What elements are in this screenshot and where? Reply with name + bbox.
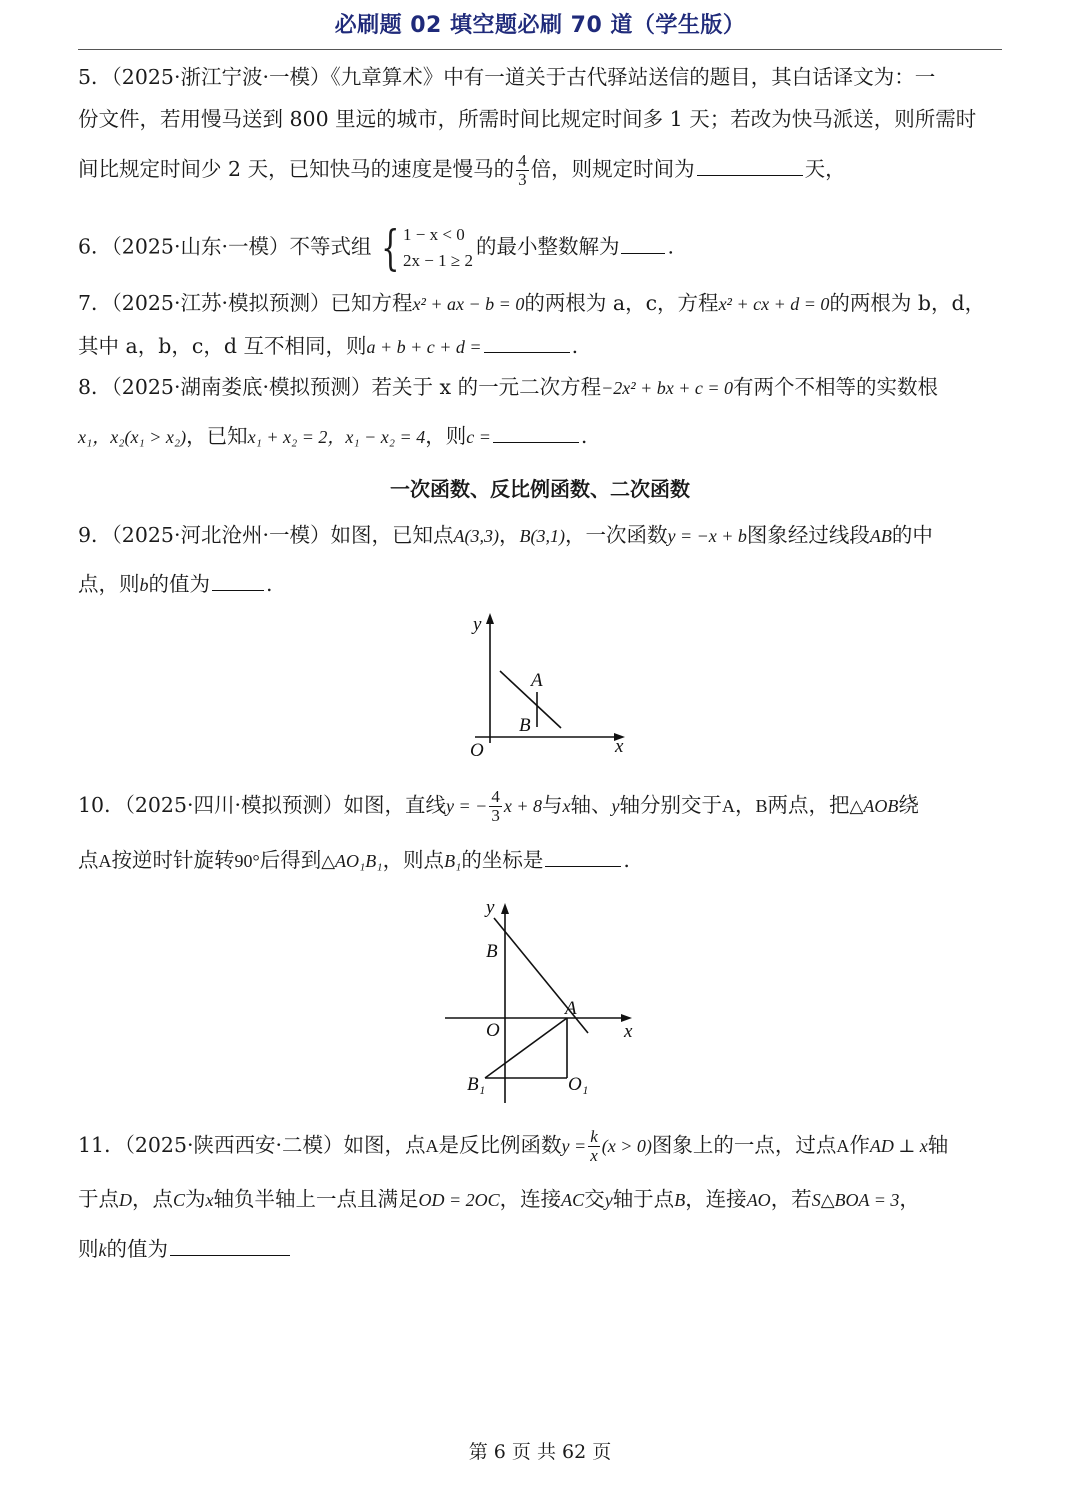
q11-fraction: [588, 1128, 600, 1165]
q6-inequality-system: [375, 222, 473, 274]
q10-text-f: 两点，把: [767, 793, 850, 817]
q11-text-o: ，: [899, 1187, 920, 1211]
q10-text-c: 轴、: [570, 793, 612, 817]
q7-end: .: [571, 334, 579, 358]
q7-line-2: [78, 331, 578, 362]
q11-eq-post: (x > 0): [601, 1136, 652, 1156]
q11-text-f: 于点: [78, 1187, 119, 1211]
q10-text-j: 后得到: [259, 848, 322, 872]
q6-text-post: 的最小整数解为: [475, 234, 620, 259]
page-header: 必刷题 02 填空题必刷 70 道（学生版）: [334, 13, 746, 38]
q10-line-2: [78, 845, 630, 876]
q11-frac-den: x: [590, 1146, 598, 1165]
q10-triangle-2: △AO₁B₁: [321, 851, 383, 871]
q8-text-b2: ，已知: [186, 424, 248, 448]
q11-area: S△BOA = 3: [811, 1190, 900, 1210]
q10-y-arrow: [501, 903, 509, 914]
q10-answer-blank[interactable]: [545, 848, 621, 867]
q10-eq-pre: y = −: [446, 796, 488, 816]
q11-segment-ac: AC: [561, 1190, 585, 1210]
q11-text-d: 作: [849, 1133, 870, 1157]
q7-text-c: 的两根为 b，d，: [829, 291, 986, 315]
q11-text-q: 的值为: [106, 1237, 168, 1261]
q5-line-1: 5．（2025·浙江宁波·一模）《九章算术》中有一道关于古代驿站送信的题目，其白话译文为：一: [78, 65, 936, 89]
q8-equation-2: x₁ + x₂ = 2，x₁ − x₂ = 4: [247, 427, 426, 447]
q6-row-1: 1 − x < 0: [403, 225, 465, 244]
q7-equation-1: x² + ax − b = 0: [412, 294, 525, 314]
q9-point-a: A(3,3): [453, 526, 499, 546]
q8-end: .: [580, 424, 588, 448]
q6-row-2: 2x − 1 ≥ 2: [403, 251, 473, 270]
q7-text-d: 其中 a，b，c，d 互不相同，则: [78, 334, 367, 358]
q11-segment-ao: AO: [746, 1190, 771, 1210]
q11-axis-x: x: [205, 1190, 214, 1210]
q8-text-b: 有两个不相等的实数根: [733, 375, 939, 399]
q11-condition: OD = 2OC: [418, 1190, 500, 1210]
q9-text-b: ，一次函数: [564, 523, 668, 547]
q10-label-a: A: [565, 998, 577, 1019]
q9-equation: y = −x + b: [667, 526, 747, 546]
q9-label-x: x: [615, 736, 624, 757]
q10-label-b: B: [486, 941, 498, 962]
q7-text-a: 7．（2025·江苏·模拟预测）已知方程: [78, 291, 413, 315]
q10-point-b: B: [755, 796, 768, 816]
q6-brace: {: [380, 220, 399, 276]
q5-fraction: [516, 152, 529, 189]
q10-label-x: x: [624, 1021, 633, 1042]
q9-line-1: [78, 520, 933, 551]
q9-variable: b: [139, 575, 149, 595]
q5-text-c: 天，: [804, 157, 846, 181]
q10-figure: [440, 893, 650, 1108]
q5-frac-den: 3: [518, 170, 527, 189]
q10-point-a2: A: [98, 851, 112, 871]
q9-sep: ，: [498, 523, 520, 547]
q11-text-h: 为: [185, 1187, 206, 1211]
header-rule: [78, 49, 1002, 50]
q8-equation-3: c =: [466, 427, 491, 447]
q11-frac-num: k: [590, 1127, 598, 1146]
q9-text-c: 图象经过线段: [746, 523, 870, 547]
q9-point-b: B(3,1): [519, 526, 565, 546]
q10-label-o1: O₁: [568, 1074, 589, 1095]
q10-text-h: 点: [78, 848, 99, 872]
q9-line-2: [78, 569, 273, 600]
q8-text-c: ，则: [425, 424, 467, 448]
q10-frac-den: 3: [491, 806, 500, 825]
q10-text-g: 绕: [898, 793, 919, 817]
q5-frac-num: 4: [518, 151, 527, 170]
q6-answer-blank[interactable]: [621, 235, 665, 254]
q9-figure: [455, 608, 640, 763]
q8-line-2: [78, 421, 587, 452]
q10-triangle: △AOB: [849, 796, 899, 816]
q5-line-2: 份文件，若用慢马送到 800 里远的城市，所需时间比规定时间多 1 天；若改为快马派送，则所需时: [78, 107, 977, 131]
q7-equation-2: x² + cx + d = 0: [718, 294, 830, 314]
q9-label-o: O: [470, 740, 484, 761]
q10-label-y: y: [486, 897, 495, 918]
q11-point-a2: A: [836, 1136, 850, 1156]
q11-line-3: [78, 1234, 292, 1265]
q8-equation-1: −2x² + bx + c = 0: [601, 378, 734, 398]
q11-text-m: ，连接: [685, 1187, 747, 1211]
q11-point-a: A: [425, 1136, 439, 1156]
q8-roots: x₁，x₂(x₁ > x₂): [78, 427, 187, 447]
q7-answer-blank[interactable]: [484, 334, 570, 353]
q10-fraction: [489, 788, 502, 825]
q10-text-a: 10．（2025·四川·模拟预测）如图，直线: [78, 793, 447, 817]
page-footer: 第 6 页 共 62 页: [468, 1441, 612, 1463]
q5-text-b: 倍，则规定时间为: [530, 157, 695, 181]
q6-line: [78, 222, 674, 274]
q11-text-k: 交: [584, 1187, 605, 1211]
q10-text-k: ，则点: [382, 848, 445, 872]
q11-answer-blank[interactable]: [170, 1237, 290, 1256]
q9-end: .: [266, 572, 273, 596]
q11-text-a: 11．（2025·陕西西安·二模）如图，点: [78, 1133, 426, 1157]
q11-text-c: 图象上的一点，过点: [651, 1133, 837, 1157]
q10-line-1: [78, 788, 919, 825]
q8-line-1: [78, 372, 938, 403]
q9-label-y: y: [473, 614, 482, 635]
q5-text-a: 间比规定时间少 2 天，已知快马的速度是慢马的: [78, 157, 515, 181]
q9-segment: AB: [869, 526, 892, 546]
q10-angle: 90°: [234, 851, 260, 871]
q6-text-pre: 6．（2025·山东·一模）不等式组: [78, 234, 372, 259]
q11-line-1: [78, 1128, 948, 1165]
q10-text-e: ，: [734, 793, 756, 817]
q5-answer-blank[interactable]: [697, 157, 803, 176]
q7-text-b: 的两根为 a，c，方程: [524, 291, 719, 315]
q9-text-f: 的值为: [148, 572, 210, 596]
q10-eq-post: x + 8: [503, 796, 542, 816]
q11-axis-y: y: [604, 1190, 613, 1210]
q10-frac-num: 4: [491, 787, 500, 806]
q11-text-n: ，若: [770, 1187, 812, 1211]
q10-text-l: 的坐标是: [461, 848, 544, 872]
q11-line-2: [78, 1184, 920, 1215]
q11-point-b: B: [674, 1190, 686, 1210]
q6-end: .: [667, 234, 674, 259]
q11-text-e: 轴: [927, 1133, 949, 1157]
q11-text-b: 是反比例函数: [438, 1133, 562, 1157]
section-title: 一次函数、反比例函数、二次函数: [390, 477, 690, 501]
q9-text-d: 的中: [891, 523, 933, 547]
q10-axis-x: x: [562, 796, 571, 816]
q10-text-b: 与: [541, 793, 563, 817]
q10-text-d: 轴分别交于: [619, 793, 722, 817]
q11-eq-pre: y =: [561, 1136, 587, 1156]
q9-text-a: 9．（2025·河北沧州·一模）如图，已知点: [78, 523, 454, 547]
q9-label-a: A: [531, 670, 543, 691]
q5-line-3: [78, 152, 846, 189]
q10-text-i: 按逆时针旋转: [111, 848, 235, 872]
q11-text-p: 则: [78, 1237, 99, 1261]
q11-variable: k: [98, 1240, 107, 1260]
q8-text-a: 8．（2025·湖南娄底·模拟预测）若关于 x 的一元二次方程: [78, 375, 602, 399]
q10-label-b1: B₁: [467, 1074, 486, 1095]
q10-label-o: O: [486, 1020, 500, 1041]
q10-axis-y: y: [611, 796, 620, 816]
q11-perpendicular: AD ⊥ x: [869, 1136, 928, 1156]
q9-text-e: 点，则: [78, 572, 140, 596]
q9-answer-blank[interactable]: [212, 572, 264, 591]
q11-point-c: C: [173, 1190, 186, 1210]
q9-label-b: B: [519, 715, 531, 736]
q7-line-1: [78, 288, 985, 319]
q11-text-l: 轴于点: [612, 1187, 675, 1211]
q8-answer-blank[interactable]: [493, 424, 579, 443]
q11-point-d: D: [119, 1190, 132, 1210]
q11-text-j: ，连接: [499, 1187, 562, 1211]
q7-equation-3: a + b + c + d =: [366, 337, 482, 357]
q10-point-b1: B₁: [444, 851, 462, 871]
q10-point-a: A: [721, 796, 735, 816]
q9-y-arrow: [486, 613, 494, 624]
q10-end: .: [623, 848, 630, 872]
q11-text-g: ，点: [132, 1187, 173, 1211]
q11-text-i: 轴负半轴上一点且满足: [213, 1187, 419, 1211]
